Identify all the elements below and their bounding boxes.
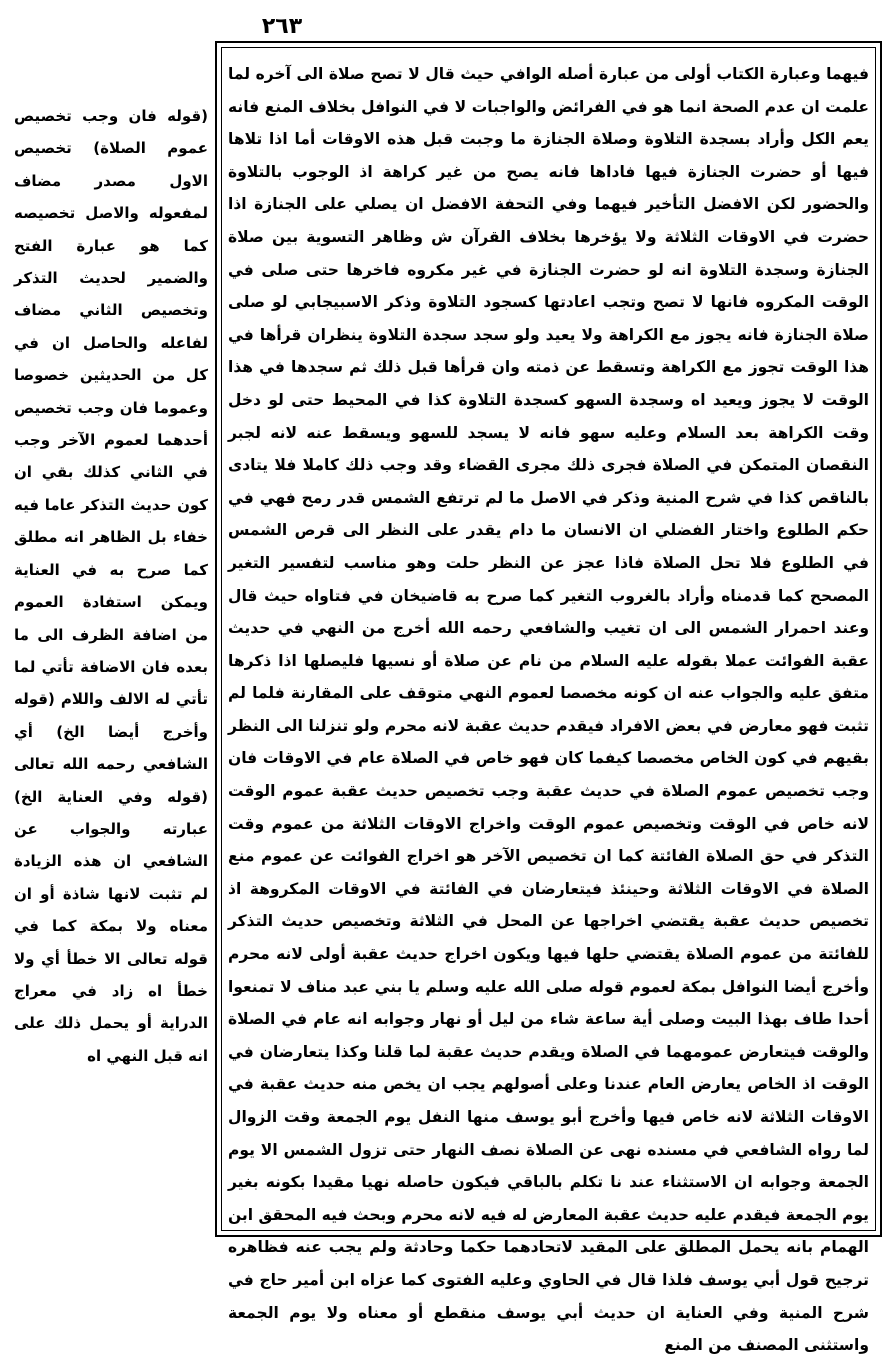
main-body-text: فيهما وعبارة الكتاب أولى من عبارة أصله الوافي حيث قال لا تصح صلاة الى آخره لما علمت ان عدم الصحة انما هو في الفرائض والواجبات لا في النوافل بخلاف المنع فانه يعم الكل وأراد بسجدة التلاوة وصلاة الجنازة ما وجبت قبل هذه الاوقات أما اذا تلاها فيها أو حضرت الجنازة فيها فاداها فانه يصح من غير كراهة اذ الوجوب بالتلاوة والحضور لكن الافضل التأخير فيهما وفي التحفة الافضل ان يصلي على الجنازة اذا حضرت في الاوقات الثلاثة ولا يؤخرها بخلاف القرآن ش وظاهر التسوية بين صلاة الجنازة وسجدة التلاوة انه لو حضرت الجنازة في غير مكروه فاخرها حتى صلى في الوقت المكروه فانها لا تصح وتجب اعادتها كسجود التلاوة وذكر الاسبيجابي لو صلى صلاة الجنازة فانه يجوز مع الكراهة ولا يعيد ولو سجد سجدة التلاوة ينظران قرأها في هذا الوقت تجوز مع الكراهة وتسقط عن ذمته وان قرأها قبل ذلك ثم سجدها في هذا الوقت لا يجوز ويعيد اه وسجدة السهو كسجدة التلاوة كذا في المحيط حتى لو دخل وقت الكراهة بعد السلام وعليه سهو فانه لا يسجد للسهو ويسقط عنه لانه لجبر النقصان المتمكن في الصلاة فجرى ذلك مجرى القضاء وقد وجب ذلك كاملا فلا يتادى بالناقص كذا في شرح المنية وذكر في الاصل ما لم ترتفع الشمس قدر رمح فهي في حكم الطلوع واختار الفضلي ان الانسان ما دام يقدر على النظر الى قرص الشمس في الطلوع فلا تحل الصلاة فاذا عجز عن النظر حلت وهو مناسب لتفسير التغير المصحح كما قدمناه وأراد بالغروب التغير كما صرح به قاضيخان في فتاواه حيث قال وعند احمرار الشمس الى ان تغيب والشافعي رحمه الله أخرج من النهي في حديث عقبة الفوائت عملا بقوله عليه السلام من نام عن صلاة أو نسيها فليصلها اذا ذكرها متفق عليه والجواب عنه ان كونه مخصصا لعموم النهي متوقف على المقارنة فلما لم تثبت فهو معارض في بعض الافراد فيقدم حديث عقبة لانه محرم ولو تنزلنا الى النظر بقيهم في كون الخاص مخصصا كيفما كان فهو خاص في الصلاة عام في الاوقات فان وجب تخصيص عموم الصلاة في حديث عقبة وجب تخصيص حديث عقبة عموم الوقت لانه خاص في الوقت وتخصيص عموم الوقت واخراج الاوقات الثلاثة من عموم وقت التذكر في حق الصلاة الفائتة كما ان تخصيص الآخر هو اخراج الفوائت عن عموم منع الصلاة في الاوقات الثلاثة وحينئذ فيتعارضان في الفائتة في الاوقات المكروهة اذ تخصيص حديث عقبة يقتضي اخراجها عن المحل في الثلاثة وتخصيص حديث التذكر للفائتة من عموم الصلاة يقتضي حلها فيها ويكون اخراج حديث عقبة أولى لانه محرم وأخرج أيضا النوافل بمكة لعموم قوله صلى الله عليه وسلم يا بني عبد مناف لا تمنعوا أحدا طاف بهذا البيت وصلى أية ساعة شاء من ليل أو نهار وجوابه انه عام في الصلاة والوقت فيتعارض عمومهما في الصلاة ويقدم حديث عقبة لما قلنا وكذا يتعارضان في الوقت اذ الخاص يعارض العام عندنا وعلى أصولهم يجب ان يخص منه حديث عقبة في الاوقات الثلاثة لانه خاص فيها وأخرج أبو يوسف منها النفل يوم الجمعة وقت الزوال لما رواه الشافعي في مسنده نهى عن الصلاة نصف النهار حتى تزول الشمس الا يوم الجمعة وجوابه ان الاستثناء عند نا تكلم بالباقي فيكون حاصله نهيا مقيدا بكونه بغير يوم الجمعة فيقدم عليه حديث عقبة المعارض له فيه لانه محرم وبحث فيه المحقق ابن الهمام بانه يحمل المطلق على المقيد لاتحادهما حكما وحادثة ولم يجب عنه فظاهره ترجيح قول أبي يوسف فلذا قال في الحاوي وعليه الفتوى كما عزاه ابن أمير حاج في شرح المنية وفي العناية ان حديث أبي يوسف منقطع أو معناه ولا يوم الجمعة واستثنى المصنف من المنع <box>227 65 869 1355</box>
margin-commentary: (قوله فان وجب تخصيص عموم الصلاة) تخصيص الاول مصدر مضاف لمفعوله والاصل تخصيصه كما هو عبارة الفتح والضمير لحديث التذكر وتخصيص الثاني مضاف لفاعله والحاصل ان في كل من الحديثين خصوصا وعموما فان وجب تخصيص أحدهما لعموم الآخر وجب في الثاني كذلك بقي ان كون حديث التذكر عاما فيه خفاء بل الظاهر انه مطلق كما صرح به في العناية ويمكن استفادة العموم من اضافة الظرف الى ما بعده فان الاضافة تأتي لما تأتي له الالف واللام (قوله وأخرج أيضا الخ) أي الشافعي رحمه الله تعالى (قوله وفي العناية الخ) عبارته والجواب عن الشافعي ان هذه الزيادة لم تثبت لانها شاذة أو ان معناه ولا بمكة كما في قوله تعالى الا خطأ أي ولا خطأ اه زاد في معراج الدراية أو يحمل ذلك على انه قبل النهي اه <box>14 107 208 1065</box>
page-number: ٢٦٣ <box>261 14 303 39</box>
